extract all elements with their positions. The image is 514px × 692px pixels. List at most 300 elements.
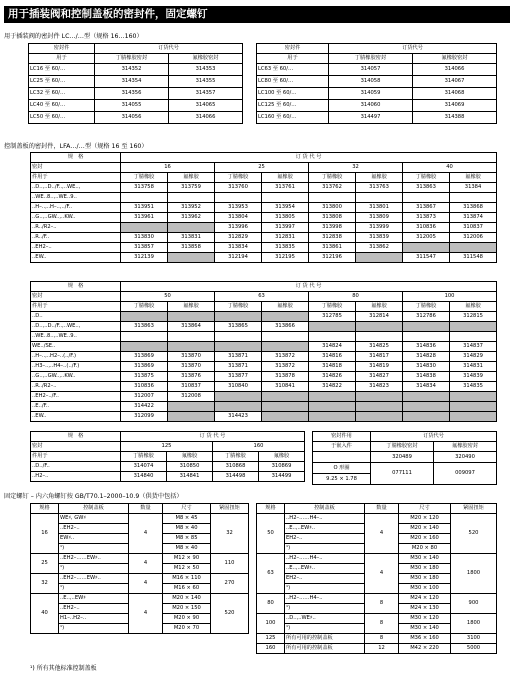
page-title: 用于插装阀和控制盖板的密封件，固定螺钉 xyxy=(4,6,510,23)
order-code: 313864 xyxy=(168,322,215,332)
order-code xyxy=(168,342,215,352)
order-code: 312099 xyxy=(121,412,168,422)
order-code xyxy=(450,402,497,412)
row-label: ..H–..,..H2–..(../F.) xyxy=(31,352,121,362)
row-label: ..D..,..D../F..,..WE.., xyxy=(31,183,121,193)
order-code xyxy=(121,312,168,322)
order-code: 313871 xyxy=(215,352,262,362)
order-code xyxy=(215,342,262,352)
header-seal: 密封 xyxy=(31,292,121,302)
torque: 1800 xyxy=(451,554,497,594)
torque: 270 xyxy=(211,574,249,594)
order-code: 313865 xyxy=(215,322,262,332)
order-code: 313863 xyxy=(403,183,450,193)
order-code: 314074 xyxy=(121,462,167,472)
screw-size: 125 xyxy=(257,634,285,644)
order-code: 313868 xyxy=(450,203,497,213)
nbr-code: 314056 xyxy=(95,112,169,124)
header-fkm: 氟橡胶密封 xyxy=(434,442,497,452)
torque: 32 xyxy=(211,514,249,554)
header-for: 件用于 xyxy=(31,173,121,183)
order-code xyxy=(403,193,450,203)
screw-size: 25 xyxy=(31,554,59,574)
order-code xyxy=(121,332,168,342)
fkm-code: 314068 xyxy=(413,88,497,100)
order-code xyxy=(262,332,309,342)
order-code: 314823 xyxy=(356,382,403,392)
blank-cell xyxy=(313,452,371,463)
order-code xyxy=(168,332,215,342)
order-code: 314835 xyxy=(450,382,497,392)
use-cell: LC125 至 60/… xyxy=(257,100,329,112)
header-fkm: 氟橡胶 xyxy=(259,452,305,462)
order-code: 313954 xyxy=(262,203,309,213)
order-code: 313839 xyxy=(356,233,403,243)
use-cell: LC160 至 60/… xyxy=(257,112,329,124)
section1-caption: 用于插装阀的密封件 LC…/…型（规格 16…160） xyxy=(4,33,143,40)
order-code: 311547 xyxy=(403,253,450,263)
header-nbr: 丁腈橡胶 xyxy=(403,173,450,183)
order-code: 313996 xyxy=(215,223,262,233)
screw-dim: M20 × 140 xyxy=(399,524,451,534)
order-code xyxy=(450,332,497,342)
order-code: 312814 xyxy=(356,312,403,322)
order-code: 313758 xyxy=(121,183,168,193)
order-code: 313804 xyxy=(215,213,262,223)
order-code: 313874 xyxy=(450,213,497,223)
table-row xyxy=(31,412,497,422)
header-cell: 规格 xyxy=(31,504,59,514)
cover-plate: ..E..,..EW♯.. xyxy=(285,564,365,574)
screw-dim: M24 × 120 xyxy=(399,594,451,604)
cover-plate: WE♯, GW♯ xyxy=(59,514,129,524)
row-label: ..EW.. xyxy=(31,253,121,263)
table-row xyxy=(31,243,497,253)
table-row xyxy=(31,153,497,163)
torque: 5000 xyxy=(451,644,497,654)
order-code xyxy=(403,322,450,332)
use-cell: LC16 至 60/… xyxy=(29,64,95,76)
order-code: 313961 xyxy=(121,213,168,223)
header-fkm: 氟橡胶 xyxy=(356,173,403,183)
row-label: ..H3–..,..H4–..(../F.) xyxy=(31,362,121,372)
order-code xyxy=(262,342,309,352)
row-label: ..WE..8..,..WE..9.. xyxy=(31,332,121,342)
cover-plate: ..D..,..WE♯.. xyxy=(285,614,365,624)
torque: 1800 xyxy=(451,614,497,634)
screw-dim: M8 × 40 xyxy=(163,544,211,554)
row-label: ..E../F.. xyxy=(31,402,121,412)
section2-caption: 控制盖板的密封件，LFA…/…型（规格 16 至 160） xyxy=(4,143,148,150)
order-code xyxy=(215,392,262,402)
use-cell: LC50 至 60/… xyxy=(29,112,95,124)
header-size: 规 格 xyxy=(31,153,121,163)
cover-plate: ¹) xyxy=(59,544,129,554)
size-header: 125 xyxy=(121,442,213,452)
torque: 110 xyxy=(211,554,249,574)
order-code: 313862 xyxy=(356,243,403,253)
screw-qty: 4 xyxy=(129,594,163,634)
order-code: 313870 xyxy=(168,362,215,372)
order-code xyxy=(309,412,356,422)
table-row xyxy=(31,594,249,604)
screw-dim: M36 × 160 xyxy=(399,634,451,644)
order-code xyxy=(262,412,309,422)
order-code: 310837 xyxy=(168,382,215,392)
order-code xyxy=(168,253,215,263)
nbr-code: 320489 xyxy=(371,452,434,463)
order-code xyxy=(262,392,309,402)
order-code xyxy=(356,402,403,412)
table-row xyxy=(313,442,497,452)
cover-plate: ¹) xyxy=(59,624,129,634)
row-label: ..G..,..GW..,..KW.. xyxy=(31,372,121,382)
order-code xyxy=(450,322,497,332)
table-row xyxy=(257,54,497,64)
table-row xyxy=(31,362,497,372)
row-label: ..H2–.. xyxy=(31,472,121,482)
table-row xyxy=(29,76,243,88)
row-label: WE../SE.. xyxy=(31,342,121,352)
order-code: 313835 xyxy=(262,243,309,253)
order-code: 314827 xyxy=(356,372,403,382)
screw-qty: 8 xyxy=(365,594,399,614)
fkm-code: 314066 xyxy=(413,64,497,76)
table-row xyxy=(31,173,497,183)
order-code xyxy=(168,312,215,322)
order-code: 314817 xyxy=(356,352,403,362)
screw-dim: M16 × 60 xyxy=(163,584,211,594)
order-code xyxy=(403,402,450,412)
cover-plate: ..E..,..EW♯.. xyxy=(285,524,365,534)
table-row xyxy=(31,322,497,332)
table-row xyxy=(31,432,305,442)
screw-size: 80 xyxy=(257,594,285,614)
table-row xyxy=(31,312,497,322)
order-code xyxy=(309,402,356,412)
header-fkm: 氟橡胶密封 xyxy=(169,54,243,64)
cover-plate: ..H2–……H4–.. xyxy=(285,514,365,524)
order-code xyxy=(168,193,215,203)
order-code xyxy=(262,312,309,322)
order-code xyxy=(356,193,403,203)
header-size: 规 格 xyxy=(31,282,121,292)
header-order: 订 货 代 号 xyxy=(121,153,497,163)
table-row xyxy=(313,463,497,474)
order-code: 310841 xyxy=(262,382,309,392)
order-code: 313952 xyxy=(168,203,215,213)
order-code xyxy=(356,392,403,402)
size-header: 50 xyxy=(121,292,215,302)
order-code: 312786 xyxy=(403,312,450,322)
table-row xyxy=(29,64,243,76)
table-row xyxy=(29,112,243,124)
order-code: 310869 xyxy=(259,462,305,472)
table-row xyxy=(31,223,497,233)
screw-dim: M12 × 50 xyxy=(163,564,211,574)
table-row xyxy=(257,88,497,100)
row-label: ..EH2–../F.. xyxy=(31,392,121,402)
header-order: 订货代号 xyxy=(329,44,497,54)
fkm-code: 314357 xyxy=(169,88,243,100)
cover-plate: 所有可用的控制盖板 xyxy=(285,634,365,644)
order-code: 314840 xyxy=(121,472,167,482)
order-code: 314828 xyxy=(403,352,450,362)
header-nbr: 丁腈橡胶 xyxy=(215,302,262,312)
order-code: 312006 xyxy=(450,233,497,243)
nbr-code: 314060 xyxy=(329,100,413,112)
order-code: 313869 xyxy=(121,362,168,372)
screw-size: 160 xyxy=(257,644,285,654)
table-row xyxy=(29,44,243,54)
order-code: 314499 xyxy=(259,472,305,482)
screw-dim: M8 × 85 xyxy=(163,534,211,544)
screw-dim: M12 × 90 xyxy=(163,554,211,564)
screw-dim: M20 × 140 xyxy=(163,594,211,604)
section6-caption: 固定螺钉 – 内六角螺钉按 GB/T70.1–2000–10.9（供货中包括） xyxy=(4,493,183,500)
cover-plate: H1–..H2–.. xyxy=(59,614,129,624)
header-fkm: 氟橡胶 xyxy=(262,302,309,312)
screw-qty: 4 xyxy=(365,514,399,554)
use-cell: LC100 至 60/… xyxy=(257,88,329,100)
order-code: 313877 xyxy=(215,372,262,382)
order-code: 313805 xyxy=(262,213,309,223)
order-code: 313869 xyxy=(121,352,168,362)
order-code: 314818 xyxy=(309,362,356,372)
screw-size: 40 xyxy=(31,594,59,634)
row-label: ..R../F.. xyxy=(31,233,121,243)
order-code: 314825 xyxy=(356,342,403,352)
table-row xyxy=(31,193,497,203)
order-code: 313863 xyxy=(121,322,168,332)
torque: 520 xyxy=(211,594,249,634)
fkm-code: 314067 xyxy=(413,76,497,88)
cover-plate: ¹) xyxy=(285,544,365,554)
screw-qty: 8 xyxy=(365,614,399,634)
torque: 3100 xyxy=(451,634,497,644)
order-code: 312195 xyxy=(262,253,309,263)
order-code xyxy=(215,332,262,342)
table-row xyxy=(257,614,497,624)
table-row xyxy=(31,253,497,263)
header-fkm: 氟橡胶 xyxy=(450,173,497,183)
header-nbr: 丁腈橡胶 xyxy=(309,302,356,312)
order-code: 313878 xyxy=(262,372,309,382)
order-code: 313831 xyxy=(168,233,215,243)
header-fkm: 氟橡胶 xyxy=(167,452,213,462)
order-code: 310836 xyxy=(121,382,168,392)
table-row xyxy=(31,452,305,462)
screw-dim: M42 × 220 xyxy=(399,644,451,654)
order-code: 313872 xyxy=(262,362,309,372)
order-code: 314831 xyxy=(450,362,497,372)
header-nbr: 丁腈橡胶 xyxy=(213,452,259,462)
order-code: 314829 xyxy=(450,352,497,362)
order-code: 313858 xyxy=(168,243,215,253)
fkm-code: 314069 xyxy=(413,100,497,112)
oring-label: O 形圈 xyxy=(313,463,371,474)
order-code: 31384 xyxy=(450,183,497,193)
header-for: 用于 xyxy=(29,54,95,64)
header-cell: 紧固扭矩 xyxy=(211,504,249,514)
order-code xyxy=(215,402,262,412)
size-header: 100 xyxy=(403,292,497,302)
order-code: 312831 xyxy=(262,233,309,243)
screw-dim: M30 × 120 xyxy=(399,614,451,624)
table-row xyxy=(31,442,305,452)
order-code: 313762 xyxy=(309,183,356,193)
order-code xyxy=(121,223,168,233)
order-code: 314816 xyxy=(309,352,356,362)
screw-dim: M20 × 160 xyxy=(399,534,451,544)
footnote: ¹) 所有其他标准控制盖板 xyxy=(30,665,97,672)
screw-table-right xyxy=(256,503,497,654)
header-order: 订 货 代 号 xyxy=(121,282,497,292)
order-code: 310840 xyxy=(215,382,262,392)
order-code xyxy=(309,332,356,342)
order-code: 314824 xyxy=(309,342,356,352)
order-code: 312007 xyxy=(121,392,168,402)
order-code: 314834 xyxy=(403,382,450,392)
oring-nbr-code: 077111 xyxy=(371,463,434,485)
order-code: 312194 xyxy=(215,253,262,263)
row-label: ..G..,..GW..,..KW.. xyxy=(31,213,121,223)
screw-dim: M30 × 180 xyxy=(399,564,451,574)
order-code: 313867 xyxy=(403,203,450,213)
fkm-code: 314065 xyxy=(169,100,243,112)
row-label: ..EW.. xyxy=(31,412,121,422)
torque: 520 xyxy=(451,514,497,554)
cover-plate: ..H2–……H4–.. xyxy=(285,554,365,564)
table-row xyxy=(31,282,497,292)
cover-seal-table-a xyxy=(30,152,497,263)
table-row xyxy=(257,594,497,604)
order-code xyxy=(168,402,215,412)
screw-dim: M20 × 70 xyxy=(163,624,211,634)
size-header: 32 xyxy=(309,163,403,173)
order-code: 312838 xyxy=(309,233,356,243)
nbr-code: 314055 xyxy=(95,100,169,112)
header-fkm: 氟橡胶 xyxy=(168,173,215,183)
order-code xyxy=(356,253,403,263)
header-fkm: 氟橡胶 xyxy=(168,302,215,312)
screw-dim: M8 × 40 xyxy=(163,524,211,534)
header-cell: 数量 xyxy=(129,504,163,514)
header-nbr: 丁腈橡胶密封 xyxy=(95,54,169,64)
table-row xyxy=(31,292,497,302)
screw-size: 63 xyxy=(257,554,285,594)
order-code: 313760 xyxy=(215,183,262,193)
order-code: 314819 xyxy=(356,362,403,372)
header-cell: 紧固扭矩 xyxy=(451,504,497,514)
order-code: 313962 xyxy=(168,213,215,223)
order-code: 313759 xyxy=(168,183,215,193)
row-label: ..D..,..D../F..,..WE.., xyxy=(31,322,121,332)
order-code: 313808 xyxy=(309,213,356,223)
header-cell: 尺寸 xyxy=(163,504,211,514)
screw-dim: M20 × 150 xyxy=(163,604,211,614)
use-cell: LC40 至 60/… xyxy=(29,100,95,112)
header-for: 于嵌入件 xyxy=(313,442,371,452)
cover-plate: ..EH2–.. xyxy=(59,604,129,614)
screw-dim: M20 × 120 xyxy=(399,514,451,524)
table-row xyxy=(31,183,497,193)
table-row xyxy=(31,472,305,482)
cover-seal-table-c xyxy=(30,431,305,482)
cover-plate: ¹) xyxy=(285,624,365,634)
order-code: 313801 xyxy=(356,203,403,213)
order-code: 314841 xyxy=(167,472,213,482)
fkm-code: 320490 xyxy=(434,452,497,463)
order-code xyxy=(450,243,497,253)
table-row xyxy=(31,163,497,173)
cover-plate: ¹) xyxy=(285,584,365,594)
order-code: 313998 xyxy=(309,223,356,233)
order-code: 313830 xyxy=(121,233,168,243)
screw-size: 100 xyxy=(257,614,285,634)
order-code xyxy=(450,412,497,422)
header-seal: 密封件用 xyxy=(313,432,371,442)
table-row xyxy=(257,504,497,514)
header-nbr: 丁腈橡胶 xyxy=(403,302,450,312)
header-fkm: 氟橡胶密封 xyxy=(413,54,497,64)
size-header: 80 xyxy=(309,292,403,302)
use-cell: LC63 至 60/… xyxy=(257,64,329,76)
order-code xyxy=(168,223,215,233)
header-cell: 数量 xyxy=(365,504,399,514)
order-code xyxy=(356,412,403,422)
order-code: 314826 xyxy=(309,372,356,382)
screw-dim: M8 × 45 xyxy=(163,514,211,524)
order-code xyxy=(168,412,215,422)
table-row xyxy=(257,644,497,654)
order-code: 314423 xyxy=(215,412,262,422)
order-code: 312005 xyxy=(403,233,450,243)
order-code xyxy=(309,392,356,402)
cover-seal-table-b xyxy=(30,281,497,422)
order-code: 310837 xyxy=(450,223,497,233)
size-header: 40 xyxy=(403,163,497,173)
table-row xyxy=(31,392,497,402)
oring-size: 9.25 × 1.78 xyxy=(313,474,371,485)
order-code: 313834 xyxy=(215,243,262,253)
nbr-code: 314058 xyxy=(329,76,413,88)
table-row xyxy=(257,44,497,54)
screw-size: 16 xyxy=(31,514,59,554)
table-row xyxy=(257,76,497,88)
oring-fkm-code: 009097 xyxy=(434,463,497,485)
order-code xyxy=(262,402,309,412)
screw-dim: M30 × 140 xyxy=(399,624,451,634)
order-code: 313800 xyxy=(309,203,356,213)
header-cell: 控制盖板 xyxy=(59,504,129,514)
header-nbr: 丁腈橡胶 xyxy=(121,302,168,312)
size-header: 25 xyxy=(215,163,309,173)
nbr-code: 314059 xyxy=(329,88,413,100)
order-code: 314838 xyxy=(403,372,450,382)
row-label: ..R../R2–.. xyxy=(31,382,121,392)
fkm-code: 314388 xyxy=(413,112,497,124)
fkm-code: 314353 xyxy=(169,64,243,76)
order-code: 313872 xyxy=(262,352,309,362)
order-code: 313870 xyxy=(168,352,215,362)
table-row xyxy=(29,88,243,100)
table-row xyxy=(31,302,497,312)
header-nbr: 丁腈橡胶 xyxy=(121,452,167,462)
screw-table-left xyxy=(30,503,249,634)
order-code: 313951 xyxy=(121,203,168,213)
table-row xyxy=(31,352,497,362)
